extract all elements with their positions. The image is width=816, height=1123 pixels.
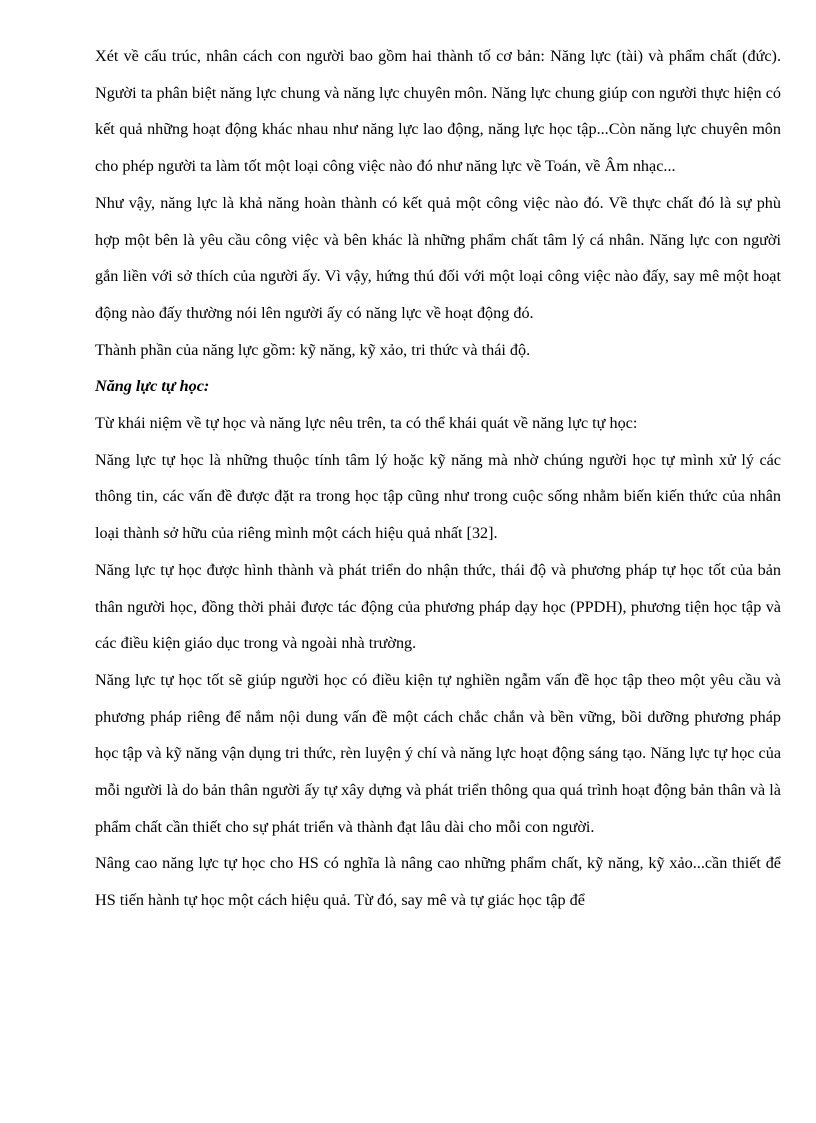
paragraph-self-study-definition: Năng lực tự học là những thuộc tính tâm lý hoặc kỹ năng mà nhờ chúng người học tự mình xử lý các thông tin, các vấn đề được đặt ra trong học tập cũng như trong cuộc sống nhằm biến kiến thức của nhân loại thành sở hữu của riêng mình một cách hiệu quả nhất [32]. bbox=[95, 450, 781, 543]
paragraph-personality-structure: Xét về cấu trúc, nhân cách con người bao gồm hai thành tố cơ bản: Năng lực (tài) và phẩm chất (đức). Người ta phân biệt năng lực chung và năng lực chuyên môn. Năng lực chung giúp con người thực hiện có kết quả những hoạt động khác nhau như năng lực lao động, năng lực học tập...Còn năng lực chuyên môn cho phép người ta làm tốt một loại công việc nào đó như năng lực về Toán, về Âm nhạc... bbox=[95, 47, 781, 176]
paragraph-self-study-intro: Từ khái niệm về tự học và năng lực nêu trên, ta có thể khái quát về năng lực tự học: bbox=[95, 414, 638, 433]
paragraph-self-study-formation: Năng lực tự học được hình thành và phát triển do nhận thức, thái độ và phương pháp tự học tốt của bản thân người học, đồng thời phải được tác động của phương pháp dạy học (PPDH), phương tiện học tập và các điều kiện giáo dục trong và ngoài nhà trường. bbox=[95, 560, 781, 653]
paragraph-self-study-benefits: Năng lực tự học tốt sẽ giúp người học có điều kiện tự nghiền ngẫm vấn đề học tập theo một yêu cầu và phương pháp riêng để nắm nội dung vấn đề một cách chắc chắn và bền vững, bồi dưỡng phương pháp học tập và kỹ năng vận dụng tri thức, rèn luyện ý chí và năng lực hoạt động sáng tạo. Năng lực tự học của mỗi người là do bản thân người ấy tự xây dựng và phát triển thông qua quá trình hoạt động bản thân và là phẩm chất cần thiết cho sự phát triển và thành đạt lâu dài cho mỗi con người. bbox=[95, 670, 782, 836]
paragraph-improving-self-study: Nâng cao năng lực tự học cho HS có nghĩa là nâng cao những phẩm chất, kỹ năng, kỹ xảo...cần thiết để HS tiến hành tự học một cách hiệu quả. Từ đó, say mê và tự giác học tập để bbox=[95, 854, 781, 910]
section-heading-self-study-capability: Năng lực tự học: bbox=[95, 377, 210, 396]
paragraph-capability-definition: Như vậy, năng lực là khả năng hoàn thành có kết quả một công việc nào đó. Về thực chất đó là sự phù hợp một bên là yêu cầu công việc và bên khác là những phẩm chất tâm lý cá nhân. Năng lực con người gắn liền với sở thích của người ấy. Vì vậy, hứng thú đối với một loại công việc nào đấy, say mê một hoạt động nào đấy thường nói lên người ấy có năng lực về hoạt động đó. bbox=[95, 193, 781, 322]
document-page bbox=[95, 38, 781, 919]
paragraph-capability-components: Thành phần của năng lực gồm: kỹ năng, kỹ xảo, tri thức và thái độ. bbox=[95, 340, 531, 359]
